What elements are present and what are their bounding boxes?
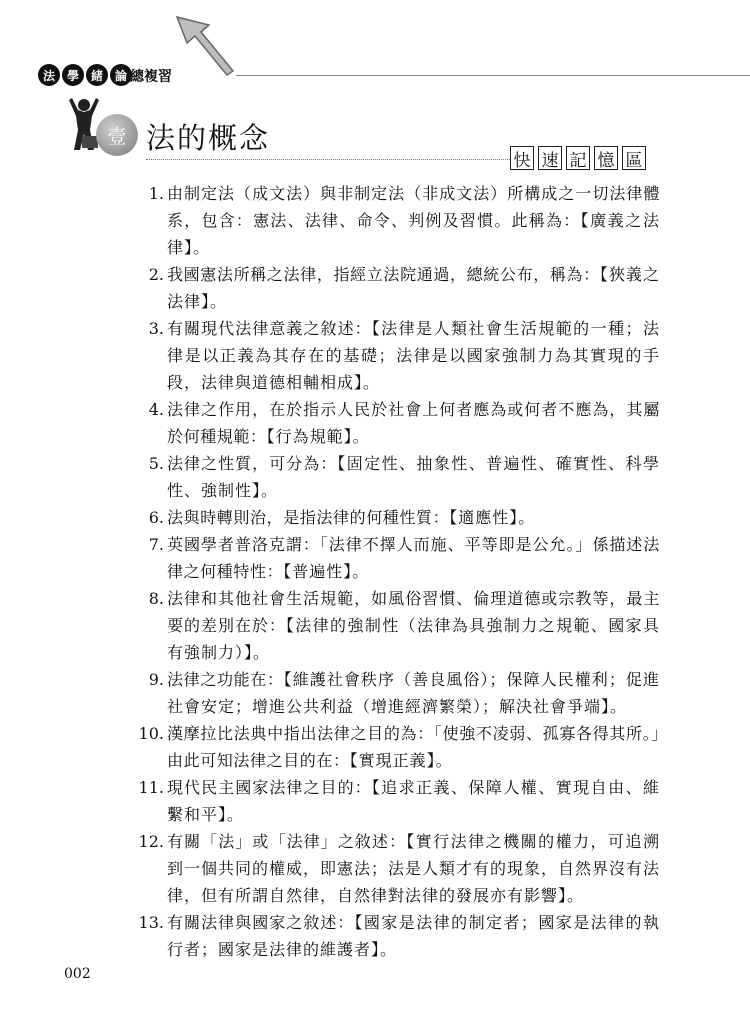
- answer-text: 【法律是人類社會生活規範的一種；法律是以正義為其存在的基礎；法律是以國家強制力為其實現的手段，法律與道德相輔相成】: [167, 319, 660, 392]
- punctuation: 。: [352, 562, 369, 581]
- list-item: [136, 450, 660, 504]
- punctuation: 。: [253, 643, 270, 662]
- question-text: 漢摩拉比法典中指出法律之目的為：「使強不凌弱、孤寡各得其所。」由此可知法律之目的在：: [167, 724, 660, 770]
- question-text: 有關法律與國家之敘述：: [167, 913, 355, 932]
- header-circle-char: 學: [62, 64, 84, 86]
- header-circle-char: 緒: [86, 64, 108, 86]
- item-number: 7.: [148, 535, 164, 554]
- answer-text: 【追求正義、保障人權、實現自由、維繫和平】: [167, 778, 660, 824]
- question-text: 法律和其他社會生活規範，如風俗習慣、倫理道德或宗教等，最主要的差別在於：: [167, 589, 660, 635]
- item-number: 5.: [148, 454, 164, 473]
- item-number: 8.: [148, 589, 164, 608]
- cheering-person-icon: [66, 96, 102, 154]
- question-text: 現代民主國家法律之目的：: [167, 778, 372, 797]
- item-text: [167, 396, 660, 450]
- question-text: 有關「法」或「法律」之敘述：: [167, 832, 407, 851]
- punctuation: 。: [380, 940, 397, 959]
- quick-memory-char: 速: [538, 146, 562, 170]
- answer-text: 【國家是法律的制定者；國家是法律的執行者；國家是法律的維護者】: [167, 913, 660, 959]
- question-text: 法與時轉則治，是指法律的何種性質：: [167, 508, 450, 527]
- header-subtitle: 總複習: [130, 69, 172, 85]
- list-item: [136, 396, 660, 450]
- page-number: 002: [64, 966, 91, 982]
- answer-text: 【實現正義】: [349, 751, 436, 770]
- question-text: 有關現代法律意義之敘述：: [167, 319, 372, 338]
- list-item: [136, 774, 660, 828]
- header-rule: [236, 75, 750, 76]
- punctuation: 。: [261, 481, 278, 500]
- section-title: 法的概念: [146, 121, 271, 155]
- item-number: 11.: [138, 778, 164, 797]
- answer-text: 【廣義之法律】: [167, 211, 660, 257]
- punctuation: 。: [227, 805, 244, 824]
- list-item: [136, 828, 660, 909]
- item-text: [167, 774, 660, 828]
- item-text: [167, 909, 660, 963]
- punctuation: 。: [435, 751, 453, 770]
- punctuation: 。: [363, 373, 380, 392]
- punctuation: 。: [567, 886, 584, 905]
- answer-text: 【普遍性】: [283, 562, 353, 581]
- answer-text: 【法律的強制性（法律為具強制力之規範、國家具有強制力）】: [167, 616, 660, 662]
- item-text: [167, 504, 660, 531]
- item-text: [167, 315, 660, 396]
- question-text: 英國學者普洛克謂：「法律不擇人而施、平等即是公允。」係描述法律之何種特性：: [167, 535, 660, 581]
- section-dotted-rule: [146, 159, 510, 160]
- header-circle-char: 論: [110, 64, 132, 86]
- answer-text: 【狹義之法律】: [167, 265, 660, 311]
- quick-memory-label: [510, 146, 650, 170]
- item-text: [167, 450, 660, 504]
- item-number: 1.: [148, 184, 164, 203]
- question-text: 由制定法（成文法）與非制定法（非成文法）所構成之一切法律體系，包含：憲法、法律、命令、判例及習慣。此稱為：: [167, 184, 660, 230]
- list-item: [136, 909, 660, 963]
- punctuation: 。: [610, 697, 627, 716]
- item-number: 4.: [148, 400, 164, 419]
- list-item: [136, 531, 660, 585]
- list-item: [136, 720, 660, 774]
- item-text: [167, 666, 660, 720]
- arrow-up-icon: [175, 15, 245, 77]
- quick-memory-char: 快: [510, 146, 534, 170]
- list-item: [136, 504, 660, 531]
- punctuation: 。: [210, 292, 227, 311]
- question-text: 法律之功能在：: [167, 670, 284, 689]
- punctuation: 。: [518, 508, 535, 527]
- quick-memory-char: 區: [622, 146, 646, 170]
- item-number: 10.: [138, 724, 164, 743]
- list-item: [136, 666, 660, 720]
- quick-memory-char: 憶: [594, 146, 618, 170]
- question-text: 法律之性質，可分為：: [167, 454, 338, 473]
- item-number: 9.: [148, 670, 164, 689]
- item-text: [167, 261, 660, 315]
- list-item: [136, 261, 660, 315]
- answer-text: 【行為規範】: [266, 427, 353, 446]
- question-text: 法律之作用，在於指示人民於社會上何者應為或何者不應為，其屬於何種規範：: [167, 400, 660, 446]
- item-text: [167, 828, 660, 909]
- list-item: [136, 585, 660, 666]
- item-number: 12.: [138, 832, 164, 851]
- header-circle-char: 法: [38, 64, 60, 86]
- question-text: 我國憲法所稱之法律，指經立法院通過，總統公布，稱為：: [167, 265, 600, 284]
- list-item: [136, 315, 660, 396]
- list-item: [136, 180, 660, 261]
- answer-text: 【固定性、抽象性、普遍性、確實性、科學性、強制性】: [167, 454, 660, 500]
- answer-text: 【實行法律之機關的權力，可追溯到一個共同的權威，即憲法；法是人類才有的現象，自然界沒有法律，但有所謂自然律，自然律對法律的發展亦有影響】: [167, 832, 661, 905]
- punctuation: 。: [352, 427, 370, 446]
- header-series-title: [38, 64, 132, 86]
- item-text: [167, 531, 660, 585]
- item-number: 3.: [148, 319, 164, 338]
- review-item-list: [136, 180, 660, 963]
- item-number: 6.: [148, 508, 164, 527]
- item-text: [167, 720, 660, 774]
- section-number-badge: 壹: [96, 114, 138, 156]
- item-number: 2.: [148, 265, 164, 284]
- quick-memory-char: 記: [566, 146, 590, 170]
- item-text: [167, 180, 660, 261]
- answer-text: 【維護社會秩序（善良風俗）；保障人民權利；促進社會安定；增進公共利益（增進經濟繁榮）；解決社會爭端】: [167, 670, 660, 716]
- item-number: 13.: [138, 913, 164, 932]
- punctuation: 。: [193, 238, 210, 257]
- answer-text: 【適應性】: [449, 508, 519, 527]
- item-text: [167, 585, 660, 666]
